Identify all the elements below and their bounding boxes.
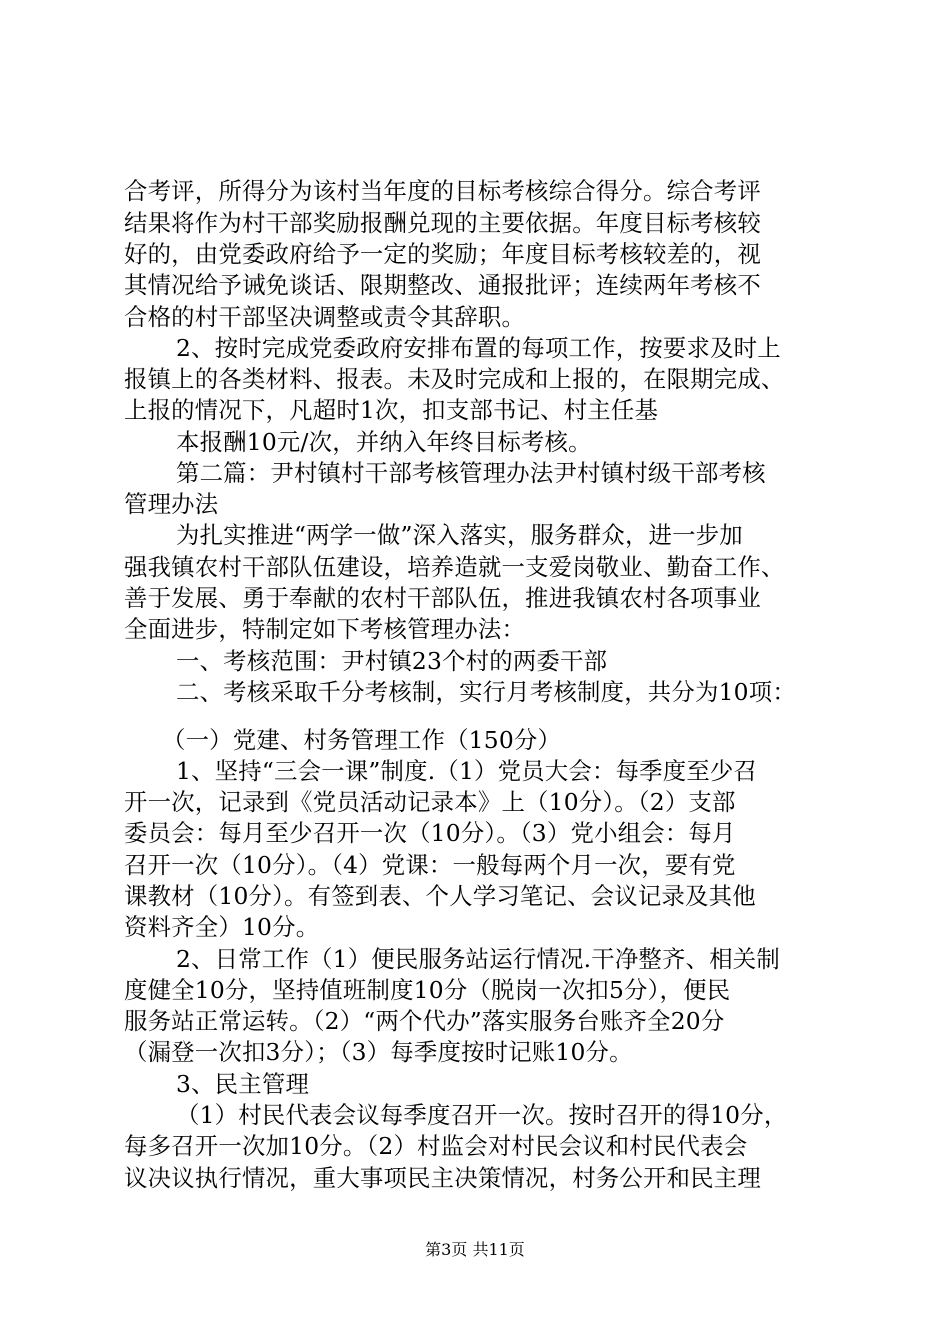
paragraph-line: 2、按时完成党委政府安排布置的每项工作，按要求及时上 xyxy=(176,334,781,362)
paragraph-line: 结果将作为村干部奖励报酬兑现的主要依据。年度目标考核较 xyxy=(124,209,761,237)
paragraph-line: 度健全10分，坚持值班制度10分（脱岗一次扣5分），便民 xyxy=(124,976,731,1004)
paragraph-line: 善于发展、勇于奉献的农村干部队伍，推进我镇农村各项事业 xyxy=(124,584,761,612)
paragraph-line: 上报的情况下，凡超时1次，扣支部书记、村主任基 xyxy=(124,396,659,424)
paragraph-line: 一、考核范围：尹村镇23个村的两委干部 xyxy=(176,647,608,675)
paragraph-line: 其情况给予诫免谈话、限期整改、通报批评；连续两年考核不 xyxy=(124,271,761,299)
paragraph-line: 服务站正常运转。（2）“两个代办”落实服务台账齐全20分 xyxy=(124,1007,725,1035)
paragraph-line: 课教材（10分）。有签到表、个人学习笔记、会议记录及其他 xyxy=(124,882,756,910)
paragraph-line: 2、日常工作（1）便民服务站运行情况.干净整齐、相关制 xyxy=(176,945,780,973)
section-heading: 管理办法 xyxy=(124,490,219,518)
paragraph-line: 议决议执行情况，重大事项民主决策情况，村务公开和民主理 xyxy=(124,1164,761,1192)
subsection-heading: 3、民主管理 xyxy=(176,1070,310,1098)
subsection-heading: （一）党建、村务管理工作（150分） xyxy=(162,726,562,754)
paragraph-line: 1、坚持“三会一课”制度.（1）党员大会：每季度至少召 xyxy=(176,757,758,785)
paragraph-line: 本报酬10元/次，并纳入年终目标考核。 xyxy=(176,428,592,456)
paragraph-line: 合格的村干部坚决调整或责令其辞职。 xyxy=(124,303,526,331)
paragraph-line: 全面进步，特制定如下考核管理办法： xyxy=(124,615,526,643)
paragraph-line: 资料齐全）10分。 xyxy=(124,913,320,941)
paragraph-line: 委员会：每月至少召开一次（10分）。（3）党小组会：每月 xyxy=(124,819,736,847)
paragraph-line: 好的，由党委政府给予一定的奖励；年度目标考核较差的，视 xyxy=(124,240,761,268)
page-number-footer: 第3页 共11页 xyxy=(425,1240,525,1259)
paragraph-line: 开一次，记录到《党员活动记录本》上（10分）。（2）支部 xyxy=(124,788,736,816)
paragraph-line: （漏登一次扣3分）；（3）每季度按时记账10分。 xyxy=(124,1038,633,1066)
paragraph-line: 强我镇农村干部队伍建设，培养造就一支爱岗敬业、勤奋工作、 xyxy=(124,553,785,581)
paragraph-line: （1）村民代表会议每季度召开一次。按时召开的得10分， xyxy=(176,1101,788,1129)
paragraph-line: 召开一次（10分）。（4）党课：一般每两个月一次，要有党 xyxy=(124,851,736,879)
paragraph-line: 每多召开一次加10分。（2）村监会对村民会议和村民代表会 xyxy=(124,1132,748,1160)
paragraph-line: 报镇上的各类材料、报表。未及时完成和上报的，在限期完成、 xyxy=(124,365,785,393)
paragraph-line: 为扎实推进“两学一做”深入落实，服务群众，进一步加 xyxy=(176,521,743,549)
section-heading: 第二篇：尹村镇村干部考核管理办法尹村镇村级干部考核 xyxy=(176,459,766,487)
paragraph-line: 二、考核采取千分考核制，实行月考核制度，共分为10项： xyxy=(176,678,796,706)
paragraph-line: 合考评，所得分为该村当年度的目标考核综合得分。综合考评 xyxy=(124,177,761,205)
